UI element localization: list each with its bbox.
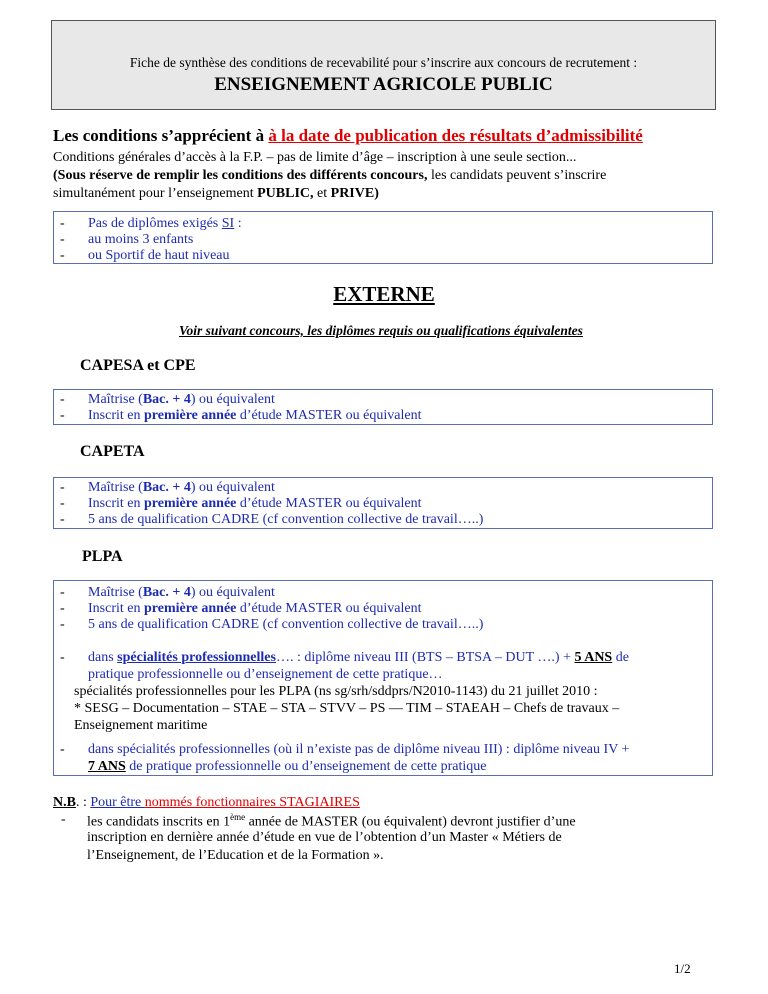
t: de pratique professionnelle ou d’enseignement de cette pratique xyxy=(125,759,487,774)
t: Maîtrise ( xyxy=(88,585,143,600)
t: première année xyxy=(143,601,237,616)
plpa-spec1-line2: pratique professionnelle ou d’enseignement de cette pratique… xyxy=(88,667,443,682)
t: 5 ANS xyxy=(574,650,613,665)
nb-line1 xyxy=(87,812,576,831)
no-diploma-item2: au moins 3 enfants xyxy=(88,232,194,247)
dash: - xyxy=(60,408,65,423)
plpa-box xyxy=(53,580,713,776)
t: ) ou équivalent xyxy=(190,585,275,600)
t: Inscrit en xyxy=(88,496,144,511)
nb-label: N.B xyxy=(53,795,76,810)
general-line3-d: PRIVE) xyxy=(330,186,379,201)
header-box xyxy=(51,20,716,110)
t: Pas de diplômes exigés xyxy=(88,216,222,231)
t: ) ou équivalent xyxy=(190,480,275,495)
general-line3 xyxy=(53,186,379,202)
t: Inscrit en xyxy=(88,601,144,616)
dash: - xyxy=(60,392,65,407)
plpa-spec2-line2 xyxy=(88,759,487,775)
t: année de MASTER (ou équivalent) devront justifier d’une xyxy=(245,814,576,830)
dash: - xyxy=(60,248,65,263)
t: ème xyxy=(230,812,246,822)
dash: - xyxy=(60,742,65,757)
t: …. : diplôme niveau III (BTS – BTSA – DUT ….) + xyxy=(275,650,575,665)
page-number: 1/2 xyxy=(674,961,691,976)
t: les candidats inscrits en 1 xyxy=(87,814,231,830)
header-title: ENSEIGNEMENT AGRICOLE PUBLIC xyxy=(214,74,553,95)
conditions-heading xyxy=(53,126,643,146)
dash: - xyxy=(60,650,65,665)
conditions-highlight: à la date de publication des résultats d’admissibilité xyxy=(268,126,643,145)
conditions-lead: Les conditions s’apprécient à xyxy=(53,126,269,145)
plpa-spec1 xyxy=(88,650,629,666)
externe-title: EXTERNE xyxy=(333,282,435,306)
general-line3-a: simultanément pour l’enseignement xyxy=(53,186,258,201)
nb-line2: inscription en dernière année d’étude en vue de l’obtention d’un Master « Métiers de xyxy=(87,830,562,845)
t: d’étude MASTER ou équivalent xyxy=(236,408,422,423)
capeta-box xyxy=(53,477,713,529)
dash: - xyxy=(60,601,65,616)
t: Maîtrise ( xyxy=(88,480,143,495)
plpa-spec-list-line1: * SESG – Documentation – STAE – STA – STVV – PS — TIM – STAEAH – Chefs de travaux – xyxy=(74,701,620,716)
t: Bac. + 4 xyxy=(142,392,191,407)
general-line2 xyxy=(53,168,606,184)
dash: - xyxy=(60,232,65,247)
plpa-title: PLPA xyxy=(82,548,123,565)
externe-subtitle: Voir suivant concours, les diplômes requis ou qualifications équivalentes xyxy=(179,323,583,338)
general-line2-bold: (Sous réserve de remplir les conditions des différents concours, xyxy=(53,168,428,183)
general-line3-b: PUBLIC, xyxy=(257,186,314,201)
t: Pour être xyxy=(90,795,145,810)
plpa-item1 xyxy=(88,585,275,601)
t: Inscrit en xyxy=(88,408,144,423)
nb-line3: l’Enseignement, de l’Education et de la Formation ». xyxy=(87,848,384,863)
dash: - xyxy=(60,216,65,231)
capesa-box xyxy=(53,389,713,425)
capeta-item3: 5 ans de qualification CADRE (cf convention collective de travail…..) xyxy=(88,512,484,527)
t: première année xyxy=(143,408,237,423)
header-subtitle: Fiche de synthèse des conditions de recevabilité pour s’inscrire aux concours de recrutement : xyxy=(129,55,638,70)
t: de xyxy=(612,650,629,665)
general-line2-rest: les candidats peuvent s’inscrire xyxy=(427,168,607,183)
t: 7 ANS xyxy=(88,759,126,774)
dash: - xyxy=(60,585,65,600)
t: SI xyxy=(221,216,235,231)
t: . : xyxy=(75,795,91,810)
no-diploma-box xyxy=(53,211,713,264)
capeta-item2 xyxy=(88,496,421,512)
t: d’étude MASTER ou équivalent xyxy=(236,601,422,616)
plpa-spec-list-line2: Enseignement maritime xyxy=(74,718,208,733)
t: première année xyxy=(143,496,237,511)
capesa-item2 xyxy=(88,408,421,424)
t: Bac. + 4 xyxy=(142,585,191,600)
capesa-item1 xyxy=(88,392,275,408)
no-diploma-item3: ou Sportif de haut niveau xyxy=(88,248,230,263)
nb-dash: - xyxy=(61,812,66,827)
general-line1: Conditions générales d’accès à la F.P. – pas de limite d’âge – inscription à une seule section... xyxy=(53,150,577,165)
plpa-item3: 5 ans de qualification CADRE (cf convention collective de travail…..) xyxy=(88,617,484,632)
t: : xyxy=(234,216,242,231)
t: Maîtrise ( xyxy=(88,392,143,407)
plpa-spec2-line1: dans spécialités professionnelles (où il n’existe pas de diplôme niveau III) : diplôme niveau IV + xyxy=(88,742,630,757)
dash: - xyxy=(60,480,65,495)
dash: - xyxy=(60,496,65,511)
nb-heading xyxy=(53,795,360,811)
nb-red: nommés fonctionnaires STAGIAIRES xyxy=(144,795,360,810)
plpa-item2 xyxy=(88,601,421,617)
t: dans xyxy=(88,650,118,665)
capeta-title: CAPETA xyxy=(80,443,145,460)
t: Bac. + 4 xyxy=(142,480,191,495)
t: ) ou équivalent xyxy=(190,392,275,407)
dash: - xyxy=(60,617,65,632)
t: spécialités professionnelles xyxy=(117,650,276,665)
capesa-title: CAPESA et CPE xyxy=(80,357,196,374)
general-line3-c: et xyxy=(313,186,331,201)
t: d’étude MASTER ou équivalent xyxy=(236,496,422,511)
no-diploma-item1 xyxy=(88,216,242,232)
capeta-item1 xyxy=(88,480,275,496)
plpa-spec-list-intro: spécialités professionnelles pour les PLPA (ns sg/srh/sddprs/N2010-1143) du 21 juillet 2010 : xyxy=(74,684,598,699)
dash: - xyxy=(60,512,65,527)
